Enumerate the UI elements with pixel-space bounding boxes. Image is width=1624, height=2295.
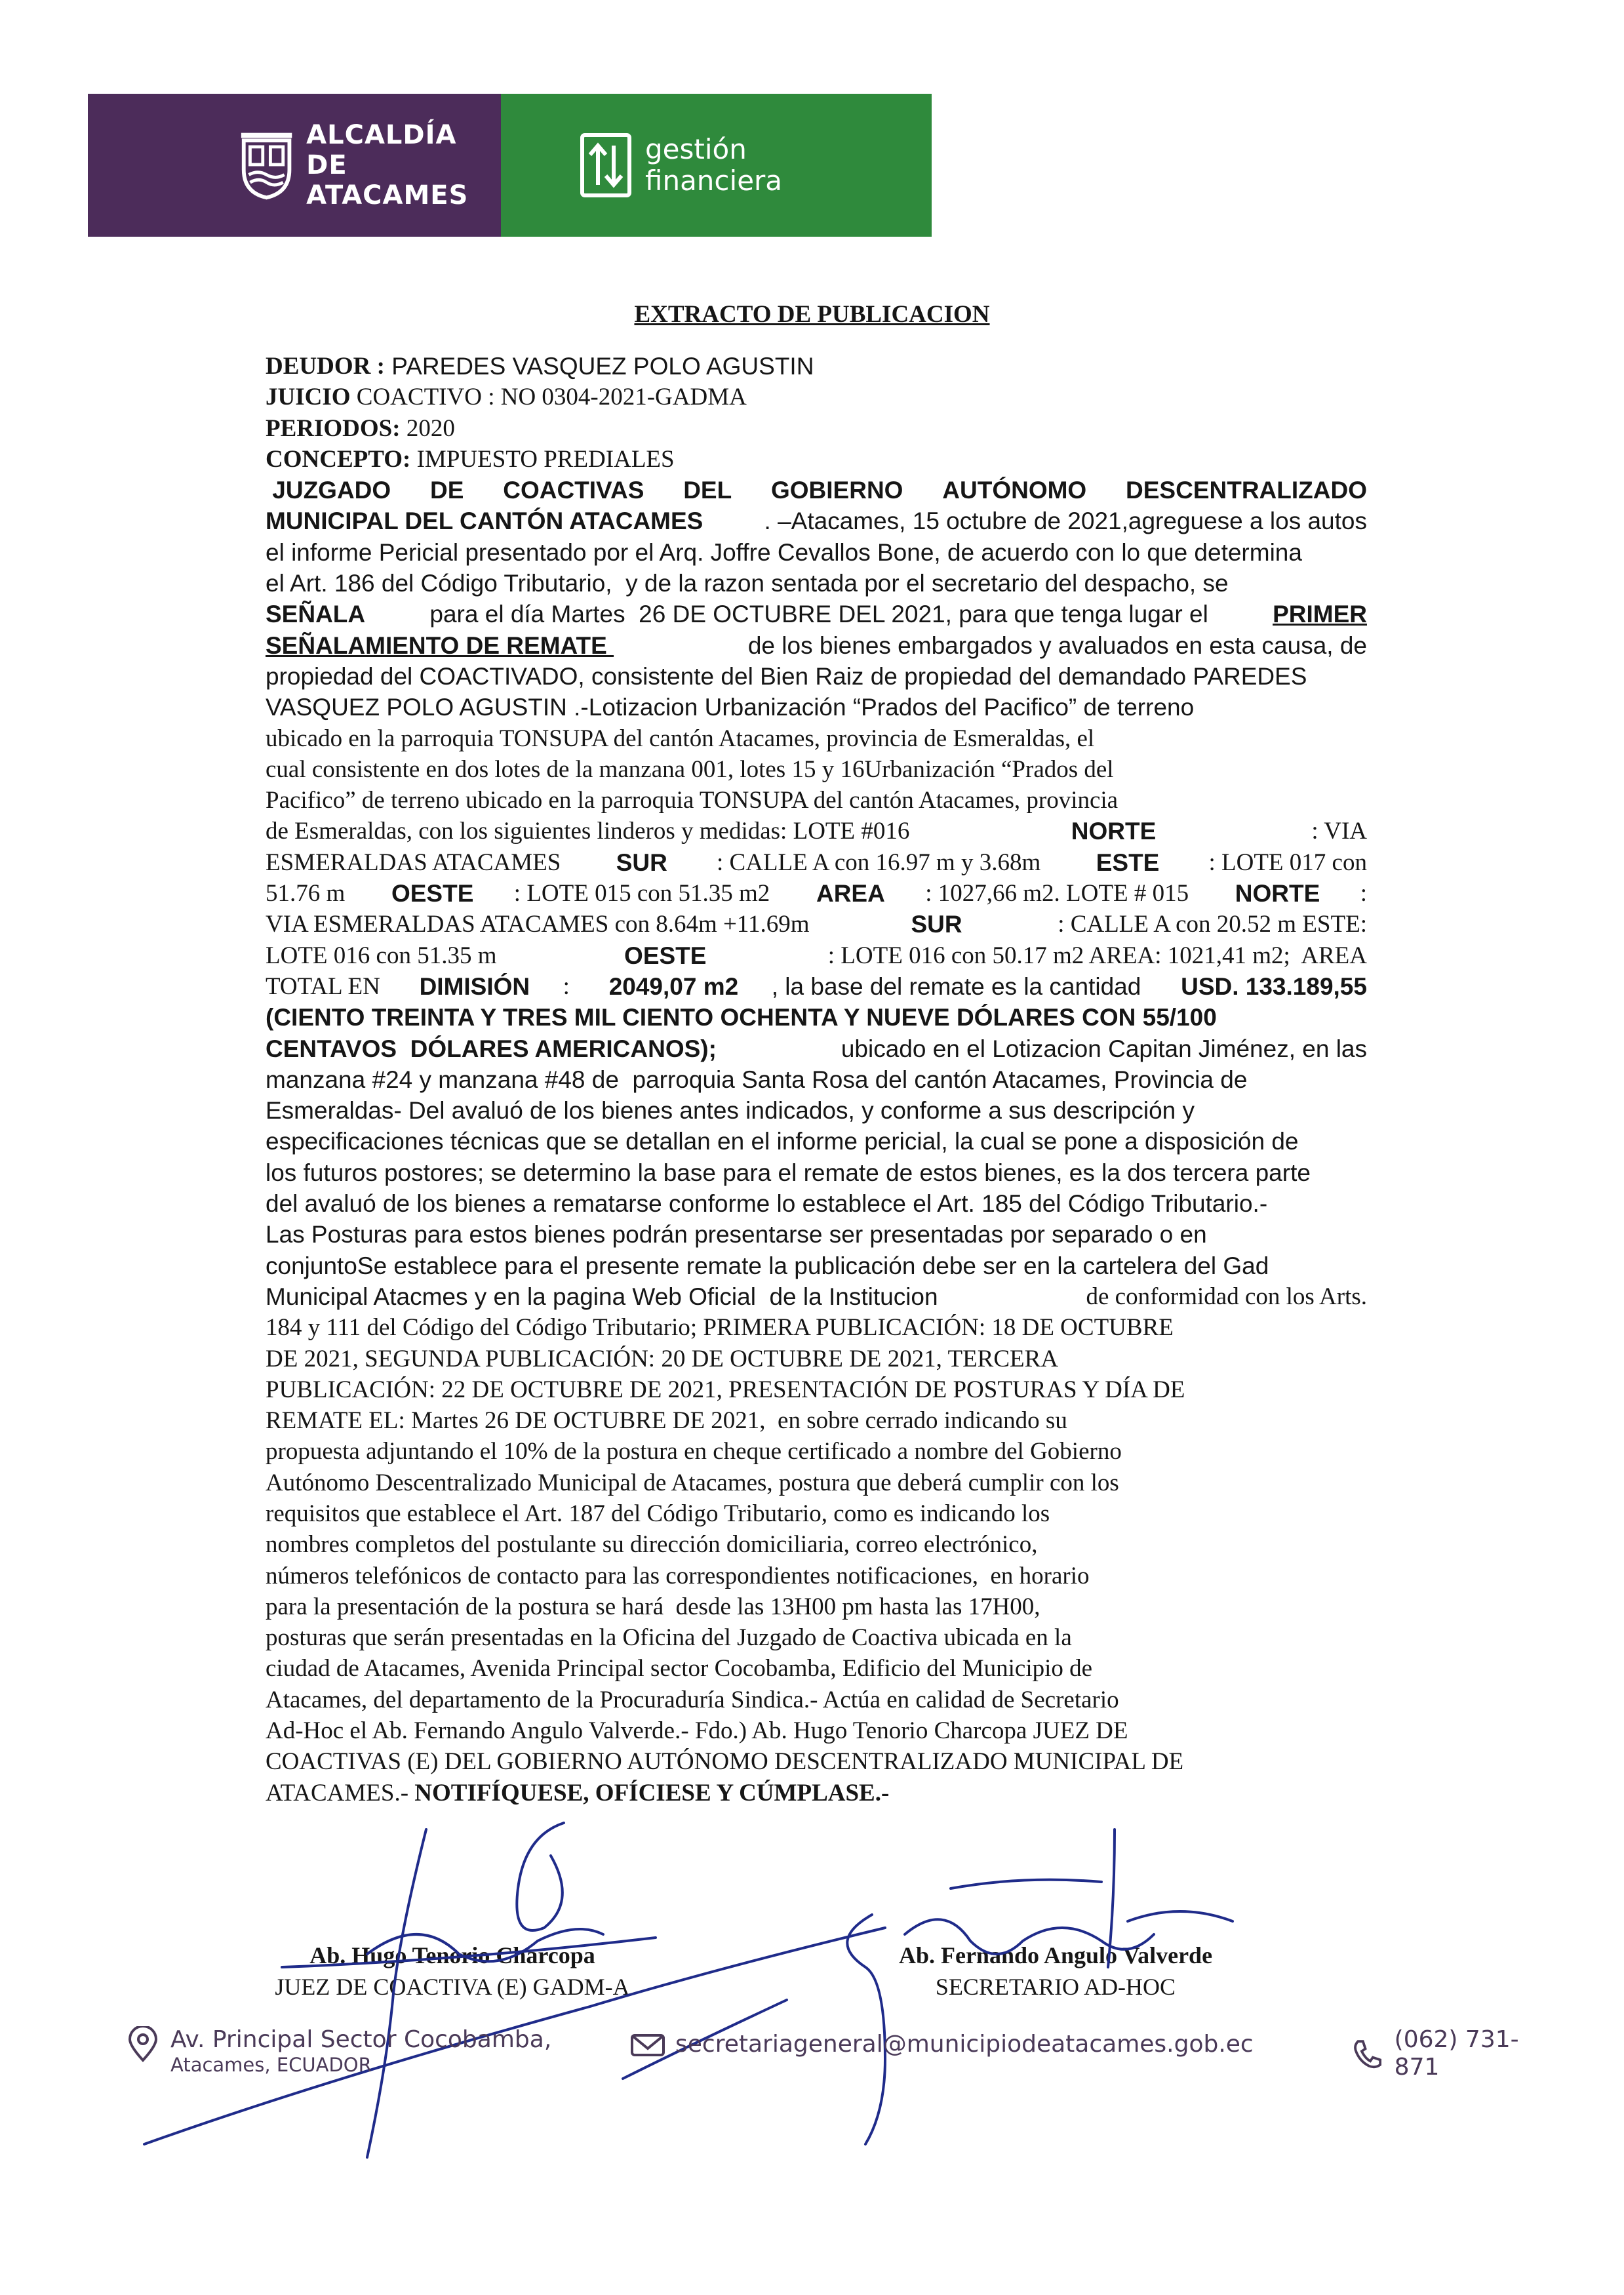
body-line: [266, 661, 1367, 692]
email-text[interactable]: secretariageneral@municipiodeatacames.gob.ec: [675, 2031, 1254, 2058]
body-segment: DE: [430, 477, 464, 504]
body-segment: Ad-Hoc el Ab. Fernando Angulo Valverde.- Fdo.) Ab. Hugo Tenorio Charcopa JUEZ DE: [266, 1717, 1128, 1745]
body-line: [266, 1498, 1367, 1529]
body-line: [266, 1622, 1367, 1653]
body-line: [266, 754, 1367, 785]
body-segment: : LOTE 015 con 51.35 m2: [513, 880, 776, 908]
gestion-financiera-logo: [501, 94, 932, 237]
body-line: [266, 1219, 1367, 1250]
body-segment: SUR: [911, 911, 962, 938]
logo-line1: ALCALDÍA DE: [306, 120, 457, 180]
body-line: [266, 940, 1367, 971]
body-segment: AREA: [816, 880, 885, 908]
body-segment: de los bienes embargados y avaluados en esta causa, de: [741, 631, 1367, 659]
concepto-line: [266, 444, 1367, 475]
juicio-label: JUICIO: [266, 384, 351, 411]
body-segment: , la base del remate es la cantidad: [771, 972, 1148, 1000]
body-segment: VIA ESMERALDAS ATACAMES con 8.64m +11.69m: [266, 911, 816, 938]
body-line: [266, 1344, 1367, 1374]
transfer-arrows-icon: [580, 132, 632, 198]
body-segment: ESTE: [1096, 848, 1160, 876]
body-segment: COACTIVAS (E) DEL GOBIERNO AUTÓNOMO DESCENTRALIZADO MUNICIPAL DE: [266, 1748, 1184, 1776]
juicio-value: COACTIVO : NO 0304-2021-GADMA: [350, 384, 747, 411]
shield-icon: [239, 129, 294, 201]
body-segment: para el día Martes 26 DE OCTUBRE DEL 2021, para que tenga lugar el: [423, 601, 1216, 628]
body-segment: ubicado en el Lotizacion Capitan Jiménez, en las: [834, 1035, 1367, 1062]
signature-right: [833, 1940, 1278, 2003]
body-segment: : CALLE A con 16.97 m y 3.68m: [716, 848, 1047, 876]
body-segment: OESTE: [624, 942, 707, 969]
body-segment: ESMERALDAS ATACAMES: [266, 848, 567, 876]
body-segment: SEÑALAMIENTO DE REMATE: [266, 631, 614, 659]
body-segment: GOBIERNO: [771, 477, 903, 504]
body-line: [266, 1033, 1367, 1064]
body-segment: conjuntoSe establece para el presente remate la publicación debe ser en la cartelera del Gad: [266, 1252, 1269, 1279]
body-segment: nombres completos del postulante su dirección domiciliaria, correo electrónico,: [266, 1531, 1038, 1559]
footer: [125, 2020, 1554, 2098]
body-segment: DEL: [683, 477, 732, 504]
body-segment: COACTIVAS: [503, 477, 644, 504]
body-segment: SUR: [616, 848, 667, 876]
header-banner: [88, 94, 932, 237]
body-line: [266, 506, 1367, 536]
body-segment: manzana #24 y manzana #48 de parroquia Santa Rosa del cantón Atacames, Provincia de: [266, 1066, 1248, 1093]
address-line2: Atacames, ECUADOR: [170, 2054, 372, 2076]
alcaldia-logo: [88, 94, 501, 237]
gf-line1: gestión: [645, 133, 747, 165]
body-line: [266, 1064, 1367, 1095]
body-segment: DESCENTRALIZADO: [1126, 477, 1367, 504]
phone-icon: [1351, 2035, 1385, 2072]
body-line: [266, 630, 1367, 661]
deudor-line: [266, 351, 1367, 382]
body-segment: cual consistente en dos lotes de la manzana 001, lotes 15 y 16Urbanización “Prados del: [266, 755, 1114, 783]
body-line: [266, 1002, 1367, 1033]
body-line: [266, 1467, 1367, 1498]
footer-email[interactable]: [629, 2026, 1254, 2063]
body-segment: el Art. 186 del Código Tributario, y de la razon sentada por el secretario del despacho, se: [266, 570, 1229, 597]
concepto-value: IMPUESTO PREDIALES: [410, 445, 675, 473]
body-segment: los futuros postores; se determino la base para el remate de estos bienes, es la dos tercera parte: [266, 1159, 1311, 1186]
body-segment: posturas que serán presentadas en la Oficina del Juzgado de Coactiva ubicada en la: [266, 1624, 1072, 1652]
body-segment: CENTAVOS DÓLARES AMERICANOS);: [266, 1035, 717, 1062]
body-segment: propiedad del COACTIVADO, consistente del Bien Raiz de propiedad del demandado PAREDES: [266, 662, 1307, 690]
body-line: [266, 1250, 1367, 1281]
body-segment: números telefónicos de contacto para las correspondientes notificaciones, en horario: [266, 1562, 1090, 1589]
signer-right-role: SECRETARIO AD-HOC: [935, 1974, 1176, 2000]
gf-line2: financiera: [645, 165, 783, 197]
body-line: [266, 1778, 1367, 1808]
body-line: [266, 1095, 1367, 1126]
body-segment: TOTAL EN: [266, 972, 387, 1000]
mail-icon: [629, 2026, 666, 2063]
periodos-value: 2020: [400, 414, 455, 442]
body-segment: LOTE 016 con 51.35 m: [266, 942, 503, 969]
signature-left: [249, 1940, 656, 2003]
body-segment: propuesta adjuntando el 10% de la postura en cheque certificado a nombre del Gobierno: [266, 1438, 1122, 1466]
body-line: [266, 568, 1367, 599]
body-segment: : VIA: [1311, 818, 1367, 845]
body-segment: : LOTE 016 con 50.17 m2 AREA: 1021,41 m2; AREA: [827, 942, 1367, 969]
body-segment: de Esmeraldas, con los siguientes linderos y medidas: LOTE #016: [266, 818, 916, 845]
body-segment: Atacames, del departamento de la Procuraduría Sindica.- Actúa en calidad de Secretario: [266, 1686, 1119, 1713]
body-line: [266, 1436, 1367, 1467]
body-line: [266, 599, 1367, 629]
address-line1: Av. Principal Sector Cocobamba,: [170, 2026, 552, 2053]
body-segment: : LOTE 017 con: [1208, 848, 1367, 876]
body-segment: SEÑALA: [266, 601, 366, 628]
body-line: [266, 1126, 1367, 1157]
body-segment: MUNICIPAL DEL CANTÓN ATACAMES: [266, 508, 703, 535]
deudor-value: PAREDES VASQUEZ POLO AGUSTIN: [384, 353, 814, 380]
logo-line2: ATACAMES: [306, 180, 469, 210]
body-line: [266, 1746, 1367, 1777]
body-segment: especificaciones técnicas que se detallan en el informe pericial, la cual se pone a disposición de: [266, 1128, 1299, 1155]
body-line: [266, 971, 1367, 1002]
body-segment: : CALLE A con 20.52 m ESTE:: [1058, 911, 1367, 938]
phone-text[interactable]: (062) 731-871: [1394, 2026, 1519, 2081]
body-segment: DE 2021, SEGUNDA PUBLICACIÓN: 20 DE OCTUBRE DE 2021, TERCERA: [266, 1345, 1059, 1372]
footer-address: [125, 2026, 551, 2076]
body-line: [266, 692, 1367, 723]
body-segment: requisitos que establece el Art. 187 del Código Tributario, como es indicando los: [266, 1500, 1050, 1527]
body-line: [266, 1281, 1367, 1312]
body-line: [266, 1591, 1367, 1622]
body-line: [266, 1405, 1367, 1436]
document-body: [266, 351, 1367, 1808]
signer-right-name: Ab. Fernando Angulo Valverde: [898, 1942, 1213, 1968]
body-segment: Las Posturas para estos bienes podrán presentarse ser presentadas por separado o en: [266, 1221, 1207, 1248]
body-segment: 51.76 m: [266, 880, 351, 908]
body-segment: PRIMER: [1273, 601, 1367, 628]
body-segment: : 1027,66 m2. LOTE # 015: [925, 880, 1195, 908]
body-line: [266, 878, 1367, 909]
body-line: [266, 1374, 1367, 1405]
body-segment: NORTE: [1071, 818, 1157, 845]
body-segment: ciudad de Atacames, Avenida Principal sector Cocobamba, Edificio del Municipio de: [266, 1655, 1093, 1683]
body-segment: de conformidad con los Arts.: [1086, 1283, 1367, 1310]
body-segment: Autónomo Descentralizado Municipal de Atacames, postura que deberá cumplir con los: [266, 1469, 1119, 1496]
body-segment: (CIENTO TREINTA Y TRES MIL CIENTO OCHENTA Y NUEVE DÓLARES CON 55/100: [266, 1004, 1217, 1031]
body-line: [266, 847, 1367, 878]
body-line: [266, 1715, 1367, 1746]
body-segment: USD. 133.189,55: [1181, 972, 1367, 1000]
body-line: [266, 475, 1367, 506]
body-segment: del avaluó de los bienes a rematarse conforme lo establece el Art. 185 del Código Tributario.-: [266, 1190, 1268, 1218]
body-segment: AUTÓNOMO: [942, 477, 1087, 504]
juicio-line: [266, 382, 1367, 412]
body-segment: 184 y 111 del Código del Código Tributario; PRIMERA PUBLICACIÓN: 18 DE OCTUBRE: [266, 1314, 1174, 1342]
body-segment: :: [1360, 880, 1367, 908]
body-segment: REMATE EL: Martes 26 DE OCTUBRE DE 2021, en sobre cerrado indicando su: [266, 1407, 1067, 1435]
body-segment: Esmeraldas- Del avaluó de los bienes antes indicados, y conforme a sus descripción y: [266, 1097, 1195, 1125]
body-segment: Pacifico” de terreno ubicado en la parroquia TONSUPA del cantón Atacames, provincia: [266, 787, 1119, 814]
body-segment: ATACAMES.-: [266, 1779, 415, 1806]
body-paragraph: [266, 475, 1367, 1808]
periodos-label: PERIODOS:: [266, 414, 401, 442]
document-title: EXTRACTO DE PUBLICACION: [634, 301, 990, 328]
body-line: [266, 1561, 1367, 1591]
body-segment: PUBLICACIÓN: 22 DE OCTUBRE DE 2021, PRESENTACIÓN DE POSTURAS Y DÍA DE: [266, 1376, 1185, 1403]
body-line: [266, 816, 1367, 847]
body-segment: JUZGADO: [266, 477, 391, 504]
body-line: [266, 537, 1367, 568]
footer-phone[interactable]: [1351, 2026, 1554, 2081]
body-line: [266, 1685, 1367, 1715]
body-line: [266, 723, 1367, 754]
body-segment: VASQUEZ POLO AGUSTIN .-Lotizacion Urbanización “Prados del Pacifico” de terreno: [266, 694, 1195, 721]
body-line: [266, 1653, 1367, 1684]
body-line: [266, 1312, 1367, 1343]
concepto-label: CONCEPTO:: [266, 445, 411, 473]
body-segment: para la presentación de la postura se hará desde las 13H00 pm hasta las 17H00,: [266, 1593, 1040, 1620]
body-line: [266, 785, 1367, 816]
signer-left-name: Ab. Hugo Tenorio Charcopa: [309, 1942, 595, 1968]
location-pin-icon: [125, 2026, 161, 2063]
body-segment: OESTE: [391, 880, 474, 908]
body-line: [266, 1188, 1367, 1219]
body-segment: el informe Pericial presentado por el Arq. Joffre Cevallos Bone, de acuerdo con lo que determina: [266, 538, 1302, 566]
periodos-line: [266, 413, 1367, 444]
deudor-label: DEUDOR :: [266, 353, 385, 380]
body-line: [266, 1157, 1367, 1188]
body-line: [266, 909, 1367, 940]
body-segment: . –Atacames, 15 octubre de 2021,agreguese a los autos: [764, 508, 1367, 535]
body-segment: ubicado en la parroquia TONSUPA del cantón Atacames, provincia de Esmeraldas, el: [266, 725, 1095, 752]
body-segment: DIMISIÓN: [419, 972, 530, 1000]
body-segment: 2049,07 m2: [608, 972, 739, 1000]
signer-left-role: JUEZ DE COACTIVA (E) GADM-A: [275, 1974, 630, 2000]
body-segment: :: [563, 972, 576, 1000]
body-segment: Municipal Atacmes y en la pagina Web Oficial de la Institucion: [266, 1283, 945, 1310]
body-segment: NOTIFÍQUESE, OFÍCIESE Y CÚMPLASE.-: [414, 1779, 890, 1806]
body-segment: NORTE: [1235, 880, 1320, 908]
body-line: [266, 1529, 1367, 1560]
